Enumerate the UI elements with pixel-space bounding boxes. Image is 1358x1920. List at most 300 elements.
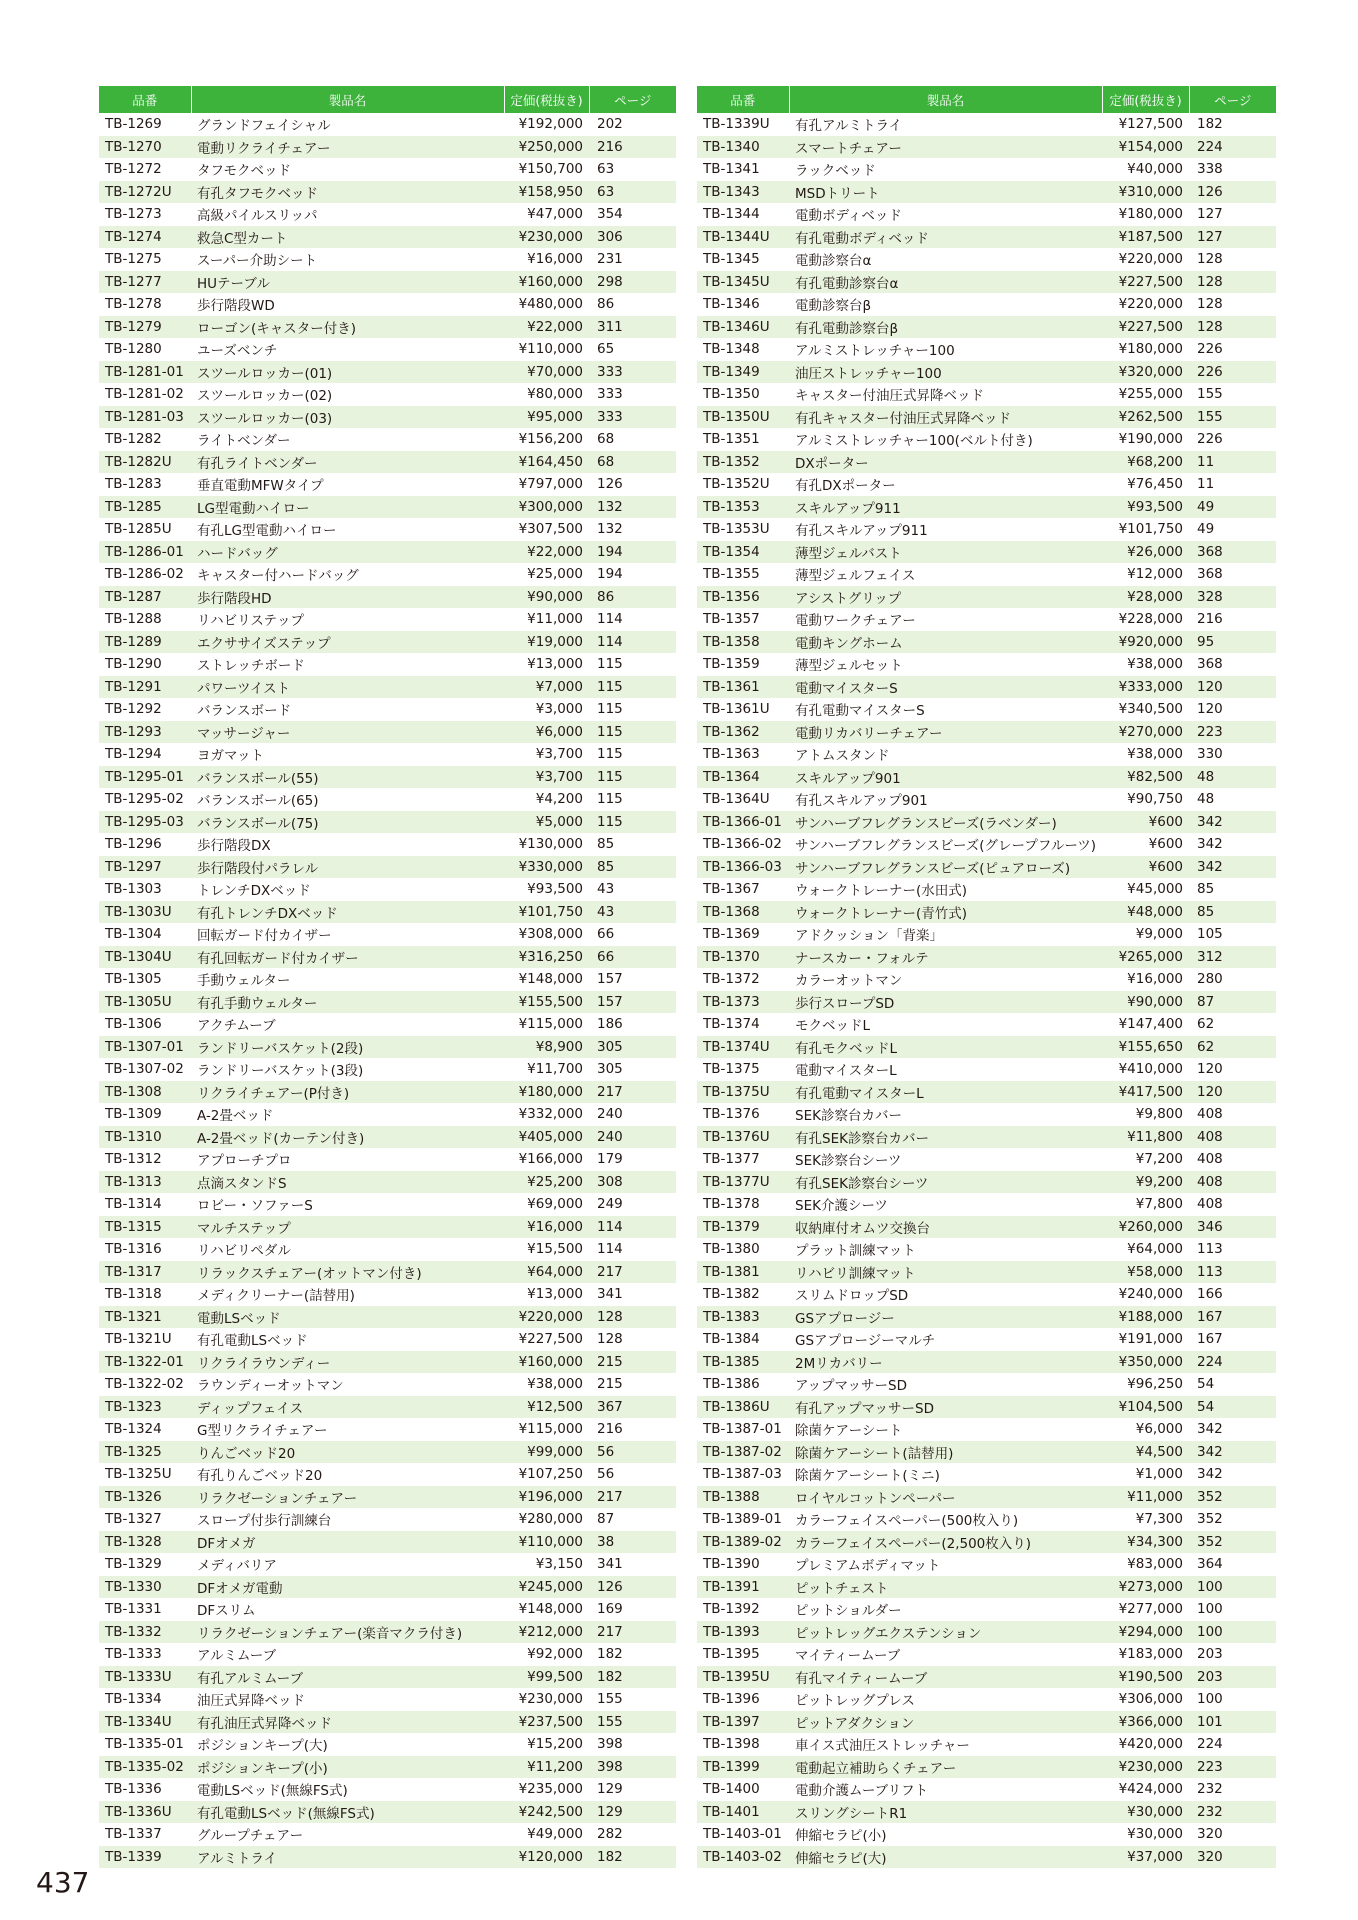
catalog-page: 100	[1189, 1598, 1276, 1621]
catalog-page: 217	[589, 1081, 676, 1104]
product-code: TB-1362	[697, 721, 789, 744]
table-row	[697, 1846, 1276, 1869]
table-row	[99, 1486, 676, 1509]
product-code: TB-1341	[697, 158, 789, 181]
product-price: ¥127,500	[1102, 113, 1189, 136]
product-code: TB-1286-02	[99, 563, 191, 586]
product-code: TB-1372	[697, 968, 789, 991]
table-row	[697, 293, 1276, 316]
catalog-page: 364	[1189, 1553, 1276, 1576]
product-code: TB-1395U	[697, 1666, 789, 1689]
table-row	[697, 1756, 1276, 1779]
product-name: マルチステップ	[191, 1216, 504, 1239]
product-price: ¥188,000	[1102, 1306, 1189, 1329]
product-code: TB-1293	[99, 721, 191, 744]
product-price: ¥8,900	[504, 1036, 589, 1059]
catalog-page: 105	[1189, 923, 1276, 946]
product-code: TB-1387-03	[697, 1463, 789, 1486]
product-code: TB-1289	[99, 631, 191, 654]
catalog-page: 398	[589, 1756, 676, 1779]
table-row	[99, 1216, 676, 1239]
product-price: ¥220,000	[504, 1306, 589, 1329]
table-row	[99, 428, 676, 451]
product-name: リハビリステップ	[191, 608, 504, 631]
product-code: TB-1288	[99, 608, 191, 631]
table-row	[99, 1823, 676, 1846]
product-name: アルミストレッチャー100(ベルト付き)	[789, 428, 1102, 451]
product-price: ¥235,000	[504, 1778, 589, 1801]
catalog-page: 128	[1189, 271, 1276, 294]
product-code: TB-1295-03	[99, 811, 191, 834]
product-name: タフモクベッド	[191, 158, 504, 181]
catalog-page: 224	[1189, 1351, 1276, 1374]
product-name: SEK診察台カバー	[789, 1103, 1102, 1126]
product-name: プレミアムボディマット	[789, 1553, 1102, 1576]
product-code: TB-1377	[697, 1148, 789, 1171]
table-row	[99, 1553, 676, 1576]
product-price: ¥155,650	[1102, 1036, 1189, 1059]
product-price: ¥34,300	[1102, 1531, 1189, 1554]
product-code: TB-1294	[99, 743, 191, 766]
product-code: TB-1366-01	[697, 811, 789, 834]
product-price: ¥250,000	[504, 136, 589, 159]
catalog-page: 186	[589, 1013, 676, 1036]
product-price: ¥93,500	[1102, 496, 1189, 519]
product-code: TB-1286-01	[99, 541, 191, 564]
table-row	[99, 451, 676, 474]
product-code: TB-1403-01	[697, 1823, 789, 1846]
catalog-page: 333	[589, 406, 676, 429]
catalog-page: 65	[589, 338, 676, 361]
product-name: リハビリ訓練マット	[789, 1261, 1102, 1284]
catalog-page: 169	[589, 1598, 676, 1621]
product-price: ¥148,000	[504, 968, 589, 991]
product-code: TB-1306	[99, 1013, 191, 1036]
product-price: ¥306,000	[1102, 1688, 1189, 1711]
product-code: TB-1280	[99, 338, 191, 361]
product-name: 除菌ケアーシート(詰替用)	[789, 1441, 1102, 1464]
product-name: グループチェアー	[191, 1823, 504, 1846]
product-name: 薄型ジェルフェイス	[789, 563, 1102, 586]
catalog-page: 114	[589, 631, 676, 654]
catalog-page: 120	[1189, 1081, 1276, 1104]
product-code: TB-1303	[99, 878, 191, 901]
product-price: ¥93,500	[504, 878, 589, 901]
table-row	[697, 158, 1276, 181]
table-row	[99, 811, 676, 834]
table-row	[697, 1823, 1276, 1846]
product-name: 電動診察台β	[789, 293, 1102, 316]
table-row	[697, 473, 1276, 496]
product-code: TB-1401	[697, 1801, 789, 1824]
table-row	[697, 1351, 1276, 1374]
product-code: TB-1281-01	[99, 361, 191, 384]
table-row	[697, 743, 1276, 766]
product-code: TB-1384	[697, 1328, 789, 1351]
table-row	[99, 293, 676, 316]
catalog-page: 223	[1189, 721, 1276, 744]
product-price: ¥242,500	[504, 1801, 589, 1824]
product-price: ¥405,000	[504, 1126, 589, 1149]
catalog-page: 63	[589, 181, 676, 204]
catalog-page: 217	[589, 1261, 676, 1284]
product-code: TB-1375U	[697, 1081, 789, 1104]
product-table-left	[99, 86, 676, 1868]
product-name: アシストグリップ	[789, 586, 1102, 609]
product-price: ¥180,000	[504, 1081, 589, 1104]
product-price: ¥11,000	[1102, 1486, 1189, 1509]
product-price: ¥101,750	[1102, 518, 1189, 541]
table-row	[697, 1441, 1276, 1464]
table-row	[99, 923, 676, 946]
product-code: TB-1370	[697, 946, 789, 969]
product-price: ¥265,000	[1102, 946, 1189, 969]
product-name: スリングシートR1	[789, 1801, 1102, 1824]
table-row	[697, 271, 1276, 294]
catalog-page: 114	[589, 608, 676, 631]
product-price: ¥4,200	[504, 788, 589, 811]
page-number: 437	[36, 1866, 90, 1899]
table-row	[697, 496, 1276, 519]
catalog-page: 338	[1189, 158, 1276, 181]
product-price: ¥83,000	[1102, 1553, 1189, 1576]
product-name: マイティームーブ	[789, 1643, 1102, 1666]
product-name: ピットショルダー	[789, 1598, 1102, 1621]
catalog-page: 126	[1189, 181, 1276, 204]
catalog-page: 194	[589, 541, 676, 564]
product-code: TB-1287	[99, 586, 191, 609]
product-name: 電動LSベッド	[191, 1306, 504, 1329]
catalog-page: 113	[1189, 1261, 1276, 1284]
product-price: ¥16,000	[504, 1216, 589, 1239]
product-price: ¥9,800	[1102, 1103, 1189, 1126]
catalog-page: 352	[1189, 1508, 1276, 1531]
product-name: A-2畳ベッド(カーテン付き)	[191, 1126, 504, 1149]
table-row	[697, 608, 1276, 631]
product-price: ¥230,000	[504, 1688, 589, 1711]
product-price: ¥3,150	[504, 1553, 589, 1576]
product-price: ¥273,000	[1102, 1576, 1189, 1599]
product-price: ¥68,200	[1102, 451, 1189, 474]
catalog-page: 342	[1189, 833, 1276, 856]
table-row	[99, 181, 676, 204]
product-price: ¥220,000	[1102, 248, 1189, 271]
product-price: ¥183,000	[1102, 1643, 1189, 1666]
product-price: ¥80,000	[504, 383, 589, 406]
product-price: ¥12,000	[1102, 563, 1189, 586]
product-code: TB-1350U	[697, 406, 789, 429]
product-code: TB-1285U	[99, 518, 191, 541]
product-code: TB-1377U	[697, 1171, 789, 1194]
product-price: ¥294,000	[1102, 1621, 1189, 1644]
table-row	[99, 1013, 676, 1036]
table-row	[697, 1261, 1276, 1284]
catalog-page: 232	[1189, 1778, 1276, 1801]
product-name: 高級パイルスリッパ	[191, 203, 504, 226]
table-row	[99, 631, 676, 654]
catalog-page: 100	[1189, 1688, 1276, 1711]
product-code: TB-1318	[99, 1283, 191, 1306]
product-name: アルミムーブ	[191, 1643, 504, 1666]
product-price: ¥187,500	[1102, 226, 1189, 249]
catalog-page: 132	[589, 496, 676, 519]
product-name: 有孔DXポーター	[789, 473, 1102, 496]
product-code: TB-1292	[99, 698, 191, 721]
table-header	[99, 86, 676, 113]
product-name: パワーツイスト	[191, 676, 504, 699]
catalog-page: 129	[589, 1778, 676, 1801]
product-name: 有孔電動ボディベッド	[789, 226, 1102, 249]
catalog-page: 43	[589, 878, 676, 901]
catalog-page: 49	[1189, 518, 1276, 541]
product-name: 有孔キャスター付油圧式昇降ベッド	[789, 406, 1102, 429]
table-row	[697, 856, 1276, 879]
product-price: ¥307,500	[504, 518, 589, 541]
catalog-page: 129	[589, 1801, 676, 1824]
product-name: ポジションキープ(大)	[191, 1733, 504, 1756]
product-price: ¥160,000	[504, 1351, 589, 1374]
product-price: ¥16,000	[504, 248, 589, 271]
catalog-page: 368	[1189, 653, 1276, 676]
product-name: ロイヤルコットンペーパー	[789, 1486, 1102, 1509]
product-code: TB-1274	[99, 226, 191, 249]
product-code: TB-1385	[697, 1351, 789, 1374]
product-name: 薄型ジェルセット	[789, 653, 1102, 676]
table-row	[697, 901, 1276, 924]
product-code: TB-1400	[697, 1778, 789, 1801]
product-code: TB-1334	[99, 1688, 191, 1711]
product-code: TB-1307-01	[99, 1036, 191, 1059]
table-row	[99, 833, 676, 856]
table-row	[99, 1261, 676, 1284]
product-code: TB-1309	[99, 1103, 191, 1126]
catalog-page: 115	[589, 721, 676, 744]
table-row	[697, 833, 1276, 856]
product-name: 歩行スロープSD	[789, 991, 1102, 1014]
header-name: 製品名	[191, 86, 504, 113]
catalog-page: 202	[589, 113, 676, 136]
product-name: GSアプロージーマルチ	[789, 1328, 1102, 1351]
table-row	[697, 1576, 1276, 1599]
product-name: アルミストレッチャー100	[789, 338, 1102, 361]
product-code: TB-1382	[697, 1283, 789, 1306]
table-row	[697, 428, 1276, 451]
product-name: カラーフェイスペーパー(500枚入り)	[789, 1508, 1102, 1531]
table-row	[697, 518, 1276, 541]
catalog-page: 48	[1189, 766, 1276, 789]
product-price: ¥166,000	[504, 1148, 589, 1171]
product-name: スロープ付歩行訓練台	[191, 1508, 504, 1531]
table-row	[99, 541, 676, 564]
product-price: ¥230,000	[1102, 1756, 1189, 1779]
catalog-page: 49	[1189, 496, 1276, 519]
table-row	[697, 203, 1276, 226]
product-code: TB-1290	[99, 653, 191, 676]
product-price: ¥180,000	[1102, 203, 1189, 226]
product-price: ¥96,250	[1102, 1373, 1189, 1396]
table-row	[99, 698, 676, 721]
product-name: カラーフェイスペーパー(2,500枚入り)	[789, 1531, 1102, 1554]
product-price: ¥156,200	[504, 428, 589, 451]
product-code: TB-1387-02	[697, 1441, 789, 1464]
product-code: TB-1335-01	[99, 1733, 191, 1756]
product-price: ¥28,000	[1102, 586, 1189, 609]
product-price: ¥11,200	[504, 1756, 589, 1779]
table-row	[99, 788, 676, 811]
catalog-page: 127	[1189, 226, 1276, 249]
product-name: サンハーブフレグランスビーズ(グレープフルーツ)	[789, 833, 1102, 856]
product-code: TB-1345	[697, 248, 789, 271]
product-name: 電動マイスターL	[789, 1058, 1102, 1081]
product-name: 電動ワークチェアー	[789, 608, 1102, 631]
table-row	[99, 856, 676, 879]
product-code: TB-1378	[697, 1193, 789, 1216]
catalog-page: 224	[1189, 1733, 1276, 1756]
product-code: TB-1364U	[697, 788, 789, 811]
product-name: 有孔油圧式昇降ベッド	[191, 1711, 504, 1734]
product-name: ピットレッグエクステンション	[789, 1621, 1102, 1644]
product-code: TB-1308	[99, 1081, 191, 1104]
product-price: ¥11,700	[504, 1058, 589, 1081]
product-code: TB-1375	[697, 1058, 789, 1081]
product-name: 垂直電動MFWタイプ	[191, 473, 504, 496]
product-code: TB-1386U	[697, 1396, 789, 1419]
product-name: SEK診察台シーツ	[789, 1148, 1102, 1171]
catalog-page: 182	[1189, 113, 1276, 136]
product-price: ¥270,000	[1102, 721, 1189, 744]
product-price: ¥45,000	[1102, 878, 1189, 901]
product-price: ¥158,950	[504, 181, 589, 204]
table-row	[99, 1846, 676, 1869]
product-price: ¥220,000	[1102, 293, 1189, 316]
product-price: ¥30,000	[1102, 1801, 1189, 1824]
product-price: ¥192,000	[504, 113, 589, 136]
product-price: ¥76,450	[1102, 473, 1189, 496]
product-code: TB-1379	[697, 1216, 789, 1239]
product-code: TB-1281-02	[99, 383, 191, 406]
product-code: TB-1304	[99, 923, 191, 946]
catalog-page: 87	[1189, 991, 1276, 1014]
table-row	[99, 1418, 676, 1441]
product-price: ¥110,000	[504, 338, 589, 361]
catalog-page: 11	[1189, 451, 1276, 474]
product-price: ¥600	[1102, 856, 1189, 879]
product-code: TB-1295-02	[99, 788, 191, 811]
product-price: ¥330,000	[504, 856, 589, 879]
product-code: TB-1366-02	[697, 833, 789, 856]
product-price: ¥22,000	[504, 316, 589, 339]
catalog-page: 311	[589, 316, 676, 339]
catalog-page: 115	[589, 653, 676, 676]
product-name: 有孔トレンチDXベッド	[191, 901, 504, 924]
table-row	[99, 1598, 676, 1621]
product-price: ¥410,000	[1102, 1058, 1189, 1081]
table-row	[99, 383, 676, 406]
table-row	[99, 1801, 676, 1824]
product-name: バランスボール(55)	[191, 766, 504, 789]
product-code: TB-1325	[99, 1441, 191, 1464]
product-price: ¥245,000	[504, 1576, 589, 1599]
catalog-page: 86	[589, 293, 676, 316]
product-name: ランドリーバスケット(3段)	[191, 1058, 504, 1081]
product-price: ¥7,300	[1102, 1508, 1189, 1531]
catalog-page: 368	[1189, 563, 1276, 586]
product-name: アルミトライ	[191, 1846, 504, 1869]
product-name: リクライチェアー(P付き)	[191, 1081, 504, 1104]
product-name: 有孔マイティームーブ	[789, 1666, 1102, 1689]
catalog-page: 68	[589, 451, 676, 474]
table-row	[99, 1688, 676, 1711]
product-price: ¥38,000	[1102, 653, 1189, 676]
product-price: ¥417,500	[1102, 1081, 1189, 1104]
product-price: ¥320,000	[1102, 361, 1189, 384]
catalog-page: 398	[589, 1733, 676, 1756]
product-price: ¥350,000	[1102, 1351, 1189, 1374]
product-name: ローゴン(キャスター付き)	[191, 316, 504, 339]
product-name: 電動リクライチェアー	[191, 136, 504, 159]
table-row	[697, 316, 1276, 339]
product-price: ¥90,000	[504, 586, 589, 609]
catalog-page: 367	[589, 1396, 676, 1419]
product-name: リクライラウンディー	[191, 1351, 504, 1374]
table-row	[99, 1081, 676, 1104]
table-row	[99, 676, 676, 699]
product-price: ¥420,000	[1102, 1733, 1189, 1756]
table-row	[99, 1306, 676, 1329]
product-price: ¥130,000	[504, 833, 589, 856]
catalog-page: 115	[589, 811, 676, 834]
catalog-page: 157	[589, 968, 676, 991]
catalog-page: 305	[589, 1036, 676, 1059]
product-price: ¥227,500	[1102, 271, 1189, 294]
product-code: TB-1269	[99, 113, 191, 136]
product-name: 除菌ケアーシート(ミニ)	[789, 1463, 1102, 1486]
product-price: ¥92,000	[504, 1643, 589, 1666]
product-code: TB-1357	[697, 608, 789, 631]
product-code: TB-1282U	[99, 451, 191, 474]
product-name: バランスボール(65)	[191, 788, 504, 811]
product-price: ¥13,000	[504, 1283, 589, 1306]
product-name: DFスリム	[191, 1598, 504, 1621]
table-row	[99, 1328, 676, 1351]
catalog-page: 114	[589, 1216, 676, 1239]
product-price: ¥58,000	[1102, 1261, 1189, 1284]
product-name: ストレッチボード	[191, 653, 504, 676]
table-row	[697, 1193, 1276, 1216]
catalog-page: 320	[1189, 1823, 1276, 1846]
product-name: 有孔LG型電動ハイロー	[191, 518, 504, 541]
product-price: ¥38,000	[504, 1373, 589, 1396]
catalog-page: 240	[589, 1126, 676, 1149]
catalog-page: 115	[589, 743, 676, 766]
product-code: TB-1390	[697, 1553, 789, 1576]
product-price: ¥150,700	[504, 158, 589, 181]
product-code: TB-1361	[697, 676, 789, 699]
product-code: TB-1278	[99, 293, 191, 316]
product-name: 有孔SEK診察台カバー	[789, 1126, 1102, 1149]
product-name: DFオメガ	[191, 1531, 504, 1554]
catalog-page: 341	[589, 1553, 676, 1576]
table-row	[99, 226, 676, 249]
product-price: ¥480,000	[504, 293, 589, 316]
product-name: ウォークトレーナー(水田式)	[789, 878, 1102, 901]
catalog-page: 68	[589, 428, 676, 451]
product-name: キャスター付ハードバッグ	[191, 563, 504, 586]
product-name: 有孔電動診察台α	[789, 271, 1102, 294]
product-name: 有孔SEK診察台シーツ	[789, 1171, 1102, 1194]
catalog-page: 126	[589, 473, 676, 496]
product-name: 電動診察台α	[789, 248, 1102, 271]
